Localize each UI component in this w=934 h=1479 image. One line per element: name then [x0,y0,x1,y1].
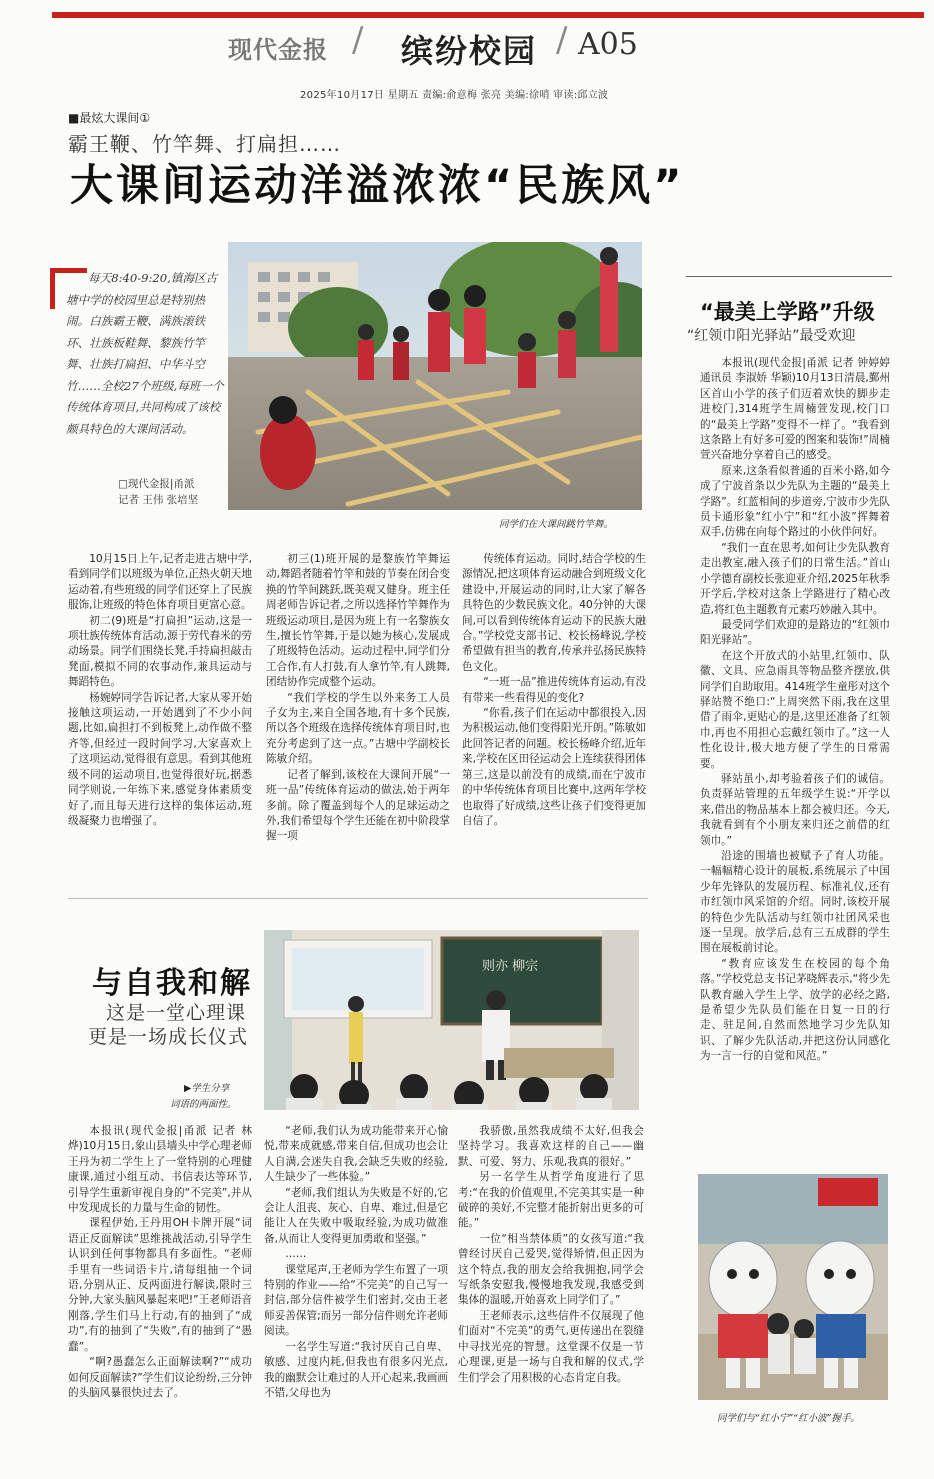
story3-body [700,356,890,1156]
story-divider [68,898,648,899]
story1-col2-para: 初三(1)班开展的是黎族竹竿舞运动,舞蹈者随着竹竿和鼓的节奏在闭合变换的竹竿间跳跃,既美观又健身。班主任周老师告诉记者,之所以选择竹竿舞作为班级运动项目,是因为班上有一名黎族女生,擅长竹竿舞,于是以她为核心,发展成了班级特色活动。运动过程中,同学们分工合作,有人打鼓,有人拿竹竿,有人跳舞,团结协作完成整个运动。 [266,553,450,689]
masthead-divider-2: / [556,20,568,60]
story1-column-2 [266,552,450,882]
story2-col1-para: 本报讯(现代金报|甬派 记者 林烨)10月15日,象山县墙头中学心理老师王丹为初二学生上了一堂特别的心理健康课,通过小组互动、书信表达等环节,引导学生重新审视自身的“不完美”,并从中发现成长的力量与生命的韧性。 [68,1125,252,1215]
story2-column-3 [458,1124,644,1454]
story2-col2-para: 一名学生写道:“我讨厌自己自卑、敏感、过度内耗,但我也有很多闪光点,我的幽默会让难过的人开心起来,我画画不错,父母也为 [264,1340,448,1399]
story1-lead-text: 每天8:40-9:20,镇海区古塘中学的校园里总是特别热闹。白族霸王鞭、满族滚铁环、壮族板鞋舞、黎族竹竿舞、壮族打扁担、中华斗空竹……全校27个班级,每班一个传统体育项目,共同构成了该校颇具特色的大课间活动。 [66,271,224,436]
story2-subtitle-1: 这是一堂心理课 [106,1002,247,1024]
story2-col1-para: 课程伊始,王丹用OH卡牌开展“词语正反面解读”思维挑战活动,引导学生认识到任何事物都具有多面性。“老师手里有一些词语卡片,请每组抽一个词语,分别从正、反两面进行解读,限时三分钟,大家头脑风暴起来吧!”王老师语音刚落,学生们马上行动,有的抽到了“成功”,有的抽到了“失败”,有的抽到了“愚蠢”。 [68,1217,252,1353]
story2-col2-para: 课堂尾声,王老师为学生布置了一项特别的作业——给“不完美”的自己写一封信,部分信件被学生们密封,交由王老师妥善保管;而另一部分信件则允许老师阅读。 [264,1263,448,1338]
story2-col3-para: 一位“相当禁体质”的女孩写道:“我曾经讨厌自己爱哭,觉得矫情,但正因为这个特点,我的朋友会给我拥抱,同学会写纸条安慰我,慢慢地我发现,我感受到集体的温暖,开始喜欢上同学们了。” [458,1232,644,1307]
story2-col2-para: “老师,我们认为成功能带来开心愉悦,带来成就感,带来自信,但成功也会让人自满,会迷失自我,会缺乏失败的经验,人生缺少了一些体验。” [264,1125,448,1184]
story2-col1-para: “啊?愚蠢怎么正面解读啊?”“成功如何反面解读?”学生们议论纷纷,三分钟的头脑风暴很快过去了。 [68,1356,252,1399]
story3-para: 在这个开放式的小站里,红领巾、队徽、文具、应急雨具等物品整齐摆放,供同学们自助取用。414班学生童彤对这个驿站赞不绝口:“上周突然下雨,我在这里借了雨伞,更贴心的是,这里还准备了红领巾,再也不用担心忘戴红领巾了。”这一人性化设计,极大地方便了学生的日常需要。 [700,649,890,770]
story1-column-3 [462,552,646,882]
story2-col2-para: “老师,我们组认为失败是不好的,它会让人沮丧、灰心、自卑、难过,但是它能让人在失败中吸取经验,为成功做准备,从而让人变得更加勇敢和坚强。” [264,1186,448,1245]
story1-credit-outlet: □现代金报|甬派 [118,478,195,490]
right-story-top-rule [686,276,892,277]
story3-para: “我们一直在思考,如何让少先队教育走出教室,融入孩子们的日常生活。”首山小学德育副校长张迎亚介绍,2025年秋季开学后,学校对这条上学路进行了精心改造,将红色主题教育元素巧妙融入其中。 [700,541,890,616]
story2-caption-line1: ▶学生分享 [184,1083,230,1094]
story3-subtitle: “红领巾阳光驿站”最受欢迎 [687,328,856,344]
bamboo-dance-illustration [228,242,642,510]
story3-para: 驿站虽小,却考验着孩子们的诚信。负责驿站管理的五年级学生说:“开学以来,借出的物品基本上都会被归还。今天,我就看到有个小朋友来归还之前借的红领巾。” [700,772,890,847]
story3-para: “教育应该发生在校园的每个角落。”学校党总支书记茅晓辉表示,“将少先队教育融入学生上学、放学的必经之路,是希望少先队员们能在日复一日的行走、驻足间,自然而然地学习少先队知识、了解少先队活动,并把这份认同感化为一言一行的自觉和风范。” [700,957,890,1063]
story3-para: 沿途的围墙也被赋予了育人功能。一幅幅精心设计的展板,系统展示了中国少年先锋队的发展历程、标准礼仪,还有市红领巾风采馆的介绍。同时,该校开展的特色少先队活动与红领巾社团风采也逐一呈现。放学后,总有三五成群的学生围在展板前讨论。 [700,850,890,955]
story1-col3-para: “一班一品”推进传统体育运动,有没有带来一些看得见的变化? [462,676,646,704]
page-number: A05 [578,27,638,62]
story1-headline: 大课间运动洋溢浓浓“民族风” [70,161,685,211]
story3-para: 原来,这条看似普通的百米小路,如今成了宁波首条以少先队为主题的“最美上学路”。红蓝相间的步道旁,宁波市少先队员卡通形象“红小宁”和“红小波”挥舞着双手,仿佛在向每个路过的小伙伴问好。 [700,464,890,539]
story2-caption-line2: 词语的两面性。 [170,1099,237,1110]
story1-credit [118,476,198,508]
story3-para: 本报讯(现代金报|甬派 记者 钟婷婷 通讯员 李淑娇 华颖)10月13日清晨,鄞州区首山小学的孩子们迈着欢快的脚步走进校门,314班学生周楠萱发现,校门口的“最美上学路”变得不一样了。“我看到这条路上有好多可爱的图案和装饰!”周楠萱兴奋地分享着自己的感受。 [700,357,890,462]
story1-col1-para: 10月15日上午,记者走进古塘中学,看到同学们以班级为单位,正热火朝天地运动着,有些班级的同学们还穿上了民族服饰,让班级的特色体育项目更富心意。 [68,553,252,612]
story2-col3-para: 王老师表示,这些信件不仅展现了他们面对“不完美”的勇气,更传递出在裂缝中寻找光亮的智慧。这堂课不仅是一节心理课,更是一场与自我和解的仪式,学生们学会了用积极的心态肯定自我。 [458,1309,644,1384]
story1-subtitle: 霸王鞭、竹竿舞、打扁担…… [68,132,341,156]
newspaper-brand: 现代金报 [228,35,328,64]
story2-col2-para: …… [285,1248,307,1261]
mascot-handshake-illustration [698,1174,888,1400]
story2-col3-para: 我骄傲,虽然我成绩不太好,但我会坚持学习。我喜欢这样的自己——幽默、可爱、努力、乐观,我真的很好。” [458,1125,644,1168]
masthead-divider: / [352,20,364,60]
story1-col3-para: “你看,孩子们在运动中都很投入,因为积极运动,他们变得阳光开朗。”陈敏如此回答记者的问题。校长杨峰介绍,近年来,学校在区田径运动会上连续获得团体第三,这是以前没有的成绩,而在宁波市的中华传统体育项目比赛中,这两年学校也取得了好成绩,这些让孩子们变得更加自信了。 [462,707,646,827]
story1-lead [66,268,224,440]
story1-col1-para: 初二(9)班是“打扁担”运动,这是一项壮族传统体育活动,源于劳代舂米的劳动场景。同学们围绕长凳,手持扁担敲击凳面,模拟不同的农事动作,兼具运动与舞蹈特色。 [68,614,252,689]
masthead-meta: 2025年10月17日 星期五 责编:俞意梅 张亮 美编:徐哨 审读:邱立波 [300,90,609,101]
story1-photo-caption: 同学们在大课间跳竹竿舞。 [499,519,614,530]
story1-column-1 [68,552,252,882]
story1-photo-bamboo-dance [228,242,642,510]
story1-credit-reporters: 记者 王伟 张培坚 [118,494,199,506]
section-title: 缤纷校园 [401,32,538,70]
story3-para: 最受同学们欢迎的是路边的“红领巾阳光驿站”。 [700,618,890,647]
classroom-illustration [264,930,639,1110]
story2-photo-classroom [264,930,639,1110]
story1-col1-para: 杨婉婷同学告诉记者,大家从零开始接触这项运动,一开始遇到了不少小问题,比如,扁担打不到板凳上,动作做不整齐等,但经过一段时间学习,大家喜欢上了这项运动,觉得很有意思。看到其他班级不同的运动项目,也觉得很好玩,据悉同学则说,一年练下来,感觉身体素质变好了,而且每天进行这样的集体运动,班级凝聚力也增强了。 [68,691,252,827]
story2-col3-para: 另一名学生从哲学角度进行了思考:“在我的价值观里,不完美其实是一种破碎的美好,不完整才能折射出更多的可能。” [458,1171,644,1230]
story2-subtitle-2: 更是一场成长仪式 [88,1026,249,1048]
story3-photo-caption: 同学们与“红小宁”“红小波”握手。 [717,1413,860,1424]
blackboard-writing: 则亦 柳宗 [482,959,539,974]
story2-title: 与自我和解 [92,966,252,1001]
story1-kicker: ■最炫大课间① [68,111,151,125]
story3-photo-mascots [698,1174,888,1400]
story1-col2-para: “我们学校的学生以外来务工人员子女为主,来自全国各地,有十多个民族,所以各个班级在选择传统体育项目时,也充分考虑到了这一点。”古塘中学副校长陈敏介绍。 [266,691,450,766]
top-accent-bar [52,12,924,18]
story1-col2-para: 记者了解到,该校在大课间开展“一班一品”传统体育运动的做法,始于两年多前。除了覆盖到每个人的足球运动之外,我们希望每个学生还能在初中阶段掌握一项 [266,768,450,843]
story2-column-1 [68,1124,252,1454]
story3-title: “最美上学路”升级 [700,300,875,324]
story2-column-2 [264,1124,448,1454]
story1-col3-para: 传统体育运动。同时,结合学校的生源情况,把这项体育运动融合到班级文化建设中,开展运动的同时,让大家了解各具特色的少数民族文化。40分钟的大课间,可以看到传统体育运动下的民族大融合。”学校党支部书记、校长杨峰说,学校希望做有担当的教育,传承并弘扬民族特色文化。 [462,553,646,673]
